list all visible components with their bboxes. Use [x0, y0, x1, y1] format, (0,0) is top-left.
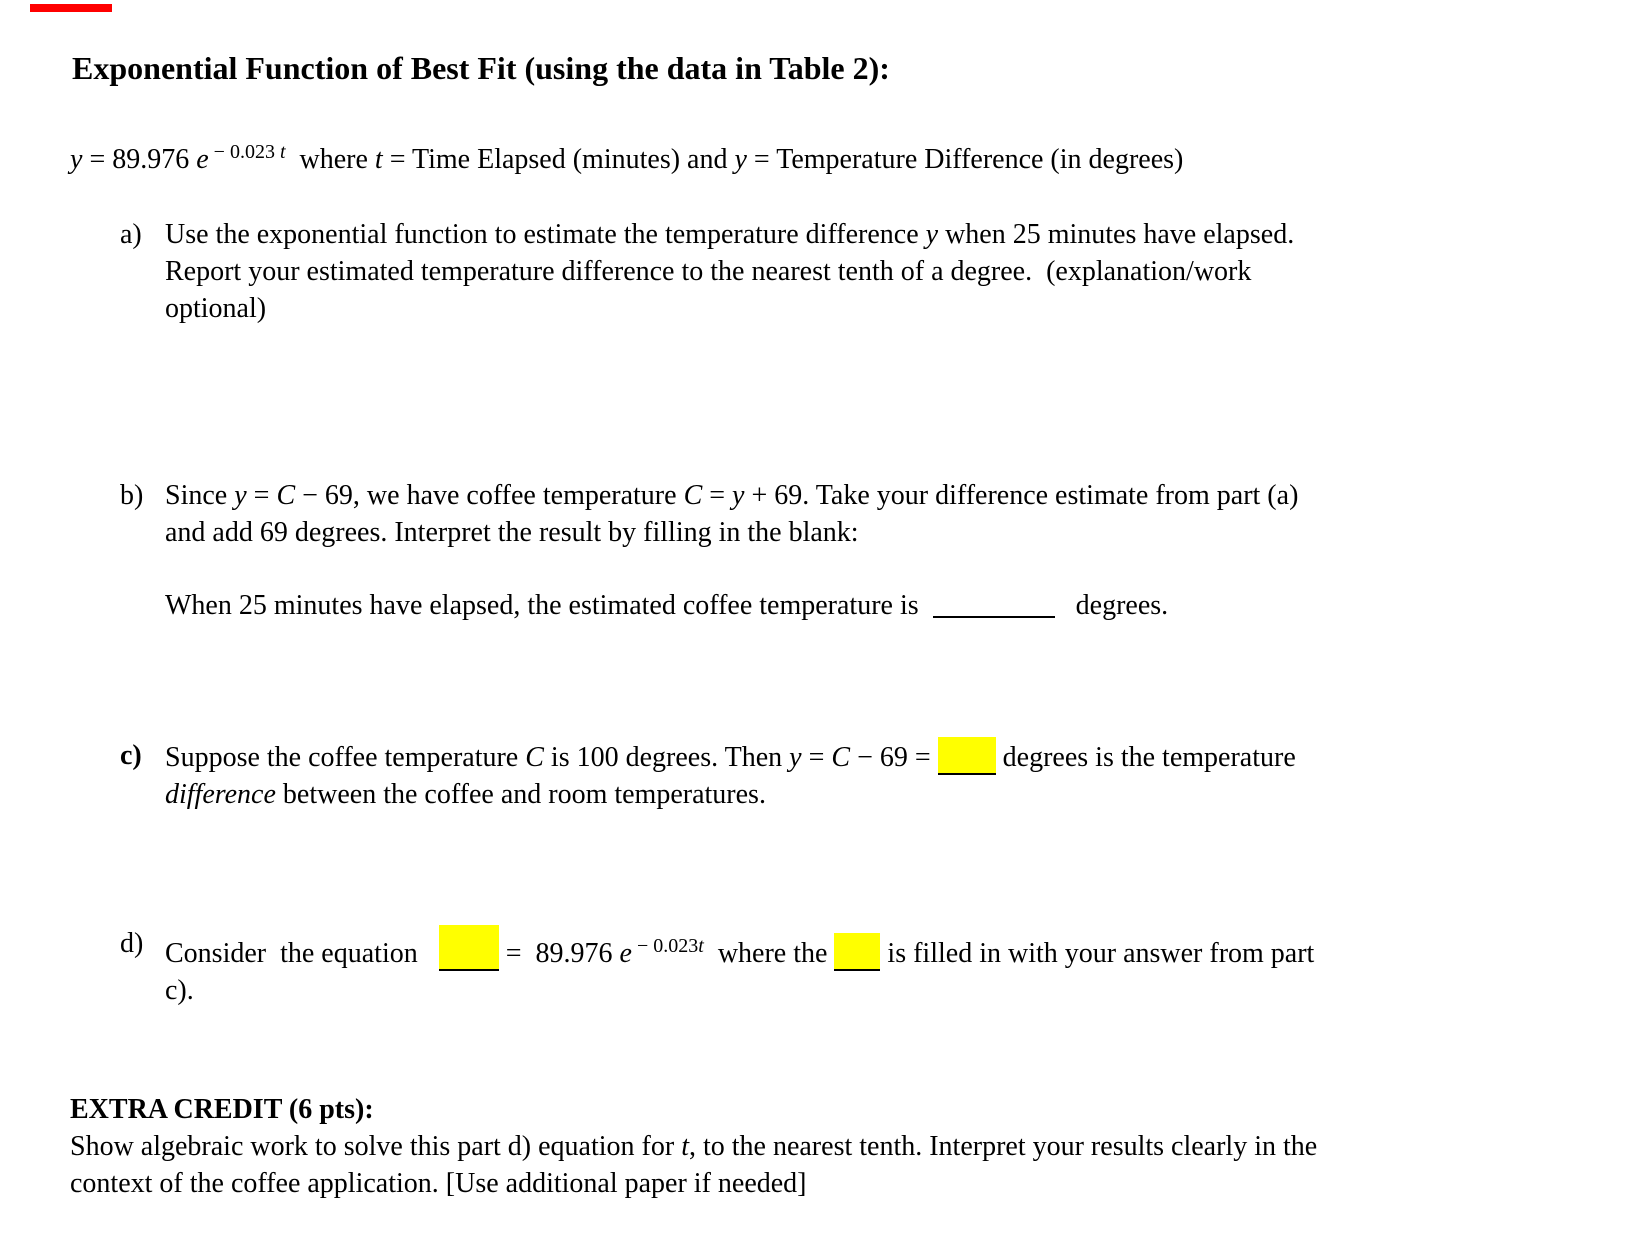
text-segment: Suppose the coffee temperature: [165, 742, 526, 773]
text-segment: C: [276, 480, 296, 511]
part-a: [120, 216, 1564, 327]
text-segment: Consider the equation: [165, 938, 439, 969]
part-d-body: [165, 925, 1314, 1009]
text-segment: e: [196, 144, 209, 175]
text-segment: y: [789, 742, 802, 773]
text-segment: = Time Elapsed (minutes) and: [382, 144, 735, 175]
text-segment: y: [732, 480, 745, 511]
text-segment: Use the exponential function to estimate the temperature difference: [165, 219, 926, 250]
text-segment: =: [801, 742, 832, 773]
text-segment: − 69 =: [850, 742, 938, 773]
text-segment: C: [683, 480, 703, 511]
text-segment: =: [702, 480, 733, 511]
text-segment: y: [925, 219, 939, 250]
red-mark: [30, 4, 112, 12]
text-segment: Show algebraic work to solve this part d) equation for: [70, 1131, 682, 1162]
text-segment: t: [698, 935, 704, 957]
part-c-body: [165, 737, 1296, 813]
highlight-answer-box: [439, 925, 499, 971]
text-segment: Since: [165, 480, 235, 511]
part-a-body: [165, 216, 1294, 327]
text-segment: Report your estimated temperature difference to the nearest tenth of a degree. (explanation/work: [165, 256, 1252, 287]
worksheet-title: Exponential Function of Best Fit (using the data in Table 2):: [72, 50, 890, 86]
part-a-line-3: [165, 290, 1294, 327]
text-segment: y: [234, 480, 247, 511]
text-segment: = 89.976: [498, 938, 620, 969]
answer-blank-underline: [933, 596, 1055, 618]
text-segment: t: [374, 144, 383, 175]
text-segment: between the coffee and room temperatures.: [275, 779, 766, 810]
text-segment: C: [525, 742, 544, 773]
extra-credit-section: [70, 1091, 1564, 1202]
text-segment: is 100 degrees. Then: [543, 742, 790, 773]
extra-credit-line-2: [70, 1165, 1564, 1202]
text-segment: When 25 minutes have elapsed, the estimated coffee temperature is: [165, 590, 933, 621]
text-segment: t: [681, 1131, 689, 1162]
part-b-line-2: [165, 514, 1298, 551]
part-c-line-1: [165, 737, 1296, 776]
text-segment: = Temperature Difference (in degrees): [746, 144, 1184, 175]
text-segment: , to the nearest tenth. Interpret your results clearly in the: [688, 1131, 1318, 1162]
text-segment: C: [831, 742, 851, 773]
part-c: [120, 737, 1564, 813]
part-d-line-2: [165, 972, 1314, 1009]
text-segment: where: [285, 144, 375, 175]
text-segment: when 25 minutes have elapsed.: [938, 219, 1295, 250]
text-segment: − 0.023: [631, 935, 699, 957]
highlight-answer-box: [938, 737, 996, 775]
part-c-line-2: [165, 776, 1296, 813]
text-segment: y: [70, 144, 83, 175]
text-segment: t: [279, 141, 286, 163]
extra-credit-heading: EXTRA CREDIT (6 pts):: [70, 1094, 374, 1125]
part-d: [120, 925, 1564, 1009]
text-segment: is filled in with your answer from part: [880, 938, 1315, 969]
part-a-line-1: [165, 216, 1294, 253]
text-segment: − 0.023: [208, 141, 280, 163]
part-b-body: [165, 477, 1298, 551]
highlight-answer-box: [834, 933, 880, 971]
part-d-label: d): [120, 928, 144, 959]
extra-credit-line-1: [70, 1128, 1564, 1165]
text-segment: degrees is the temperature: [995, 742, 1296, 773]
part-b-label: b): [120, 480, 144, 511]
part-a-line-2: [165, 253, 1294, 290]
text-segment: and add 69 degrees. Interpret the result by filling in the blank:: [165, 517, 859, 548]
text-segment: c).: [165, 975, 194, 1006]
text-segment: =: [246, 480, 277, 511]
text-segment: + 69. Take your difference estimate from part (a): [744, 480, 1299, 511]
text-segment: optional): [165, 293, 267, 324]
text-segment: − 69, we have coffee temperature: [295, 480, 684, 511]
coffee-temperature-fill-line: [165, 587, 1564, 624]
text-segment: where the: [703, 938, 835, 969]
text-segment: difference: [165, 779, 276, 810]
text-segment: y: [734, 144, 747, 175]
part-b: [120, 477, 1564, 551]
text-segment: e: [619, 938, 632, 969]
text-segment: = 89.976: [82, 144, 197, 175]
text-segment: context of the coffee application. [Use additional paper if needed]: [70, 1168, 807, 1199]
part-c-label: c): [120, 740, 142, 771]
best-fit-equation: [70, 132, 1564, 180]
part-d-line-1: [165, 925, 1314, 972]
part-a-label: a): [120, 219, 142, 250]
part-b-line-1: [165, 477, 1298, 514]
text-segment: degrees.: [1054, 590, 1169, 621]
